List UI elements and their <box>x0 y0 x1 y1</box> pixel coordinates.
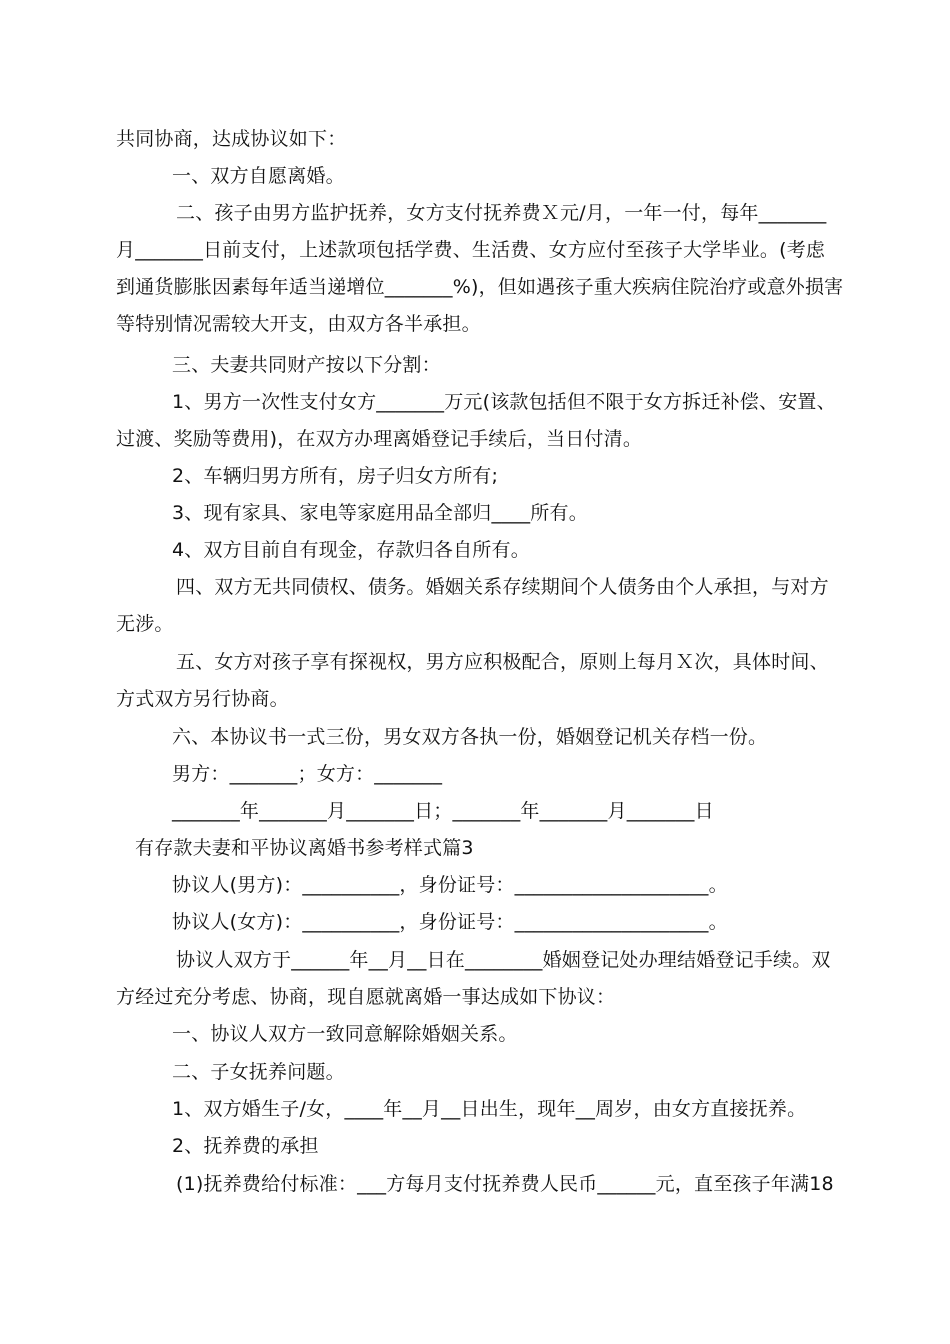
paragraph-line: 六、本协议书一式三份，男女双方各执一份，婚姻登记机关存档一份。 <box>172 726 768 748</box>
paragraph-line: 二、孩子由男方监护抚养，女方支付抚养费Ｘ元/月，一年一付，每年_______ <box>176 202 827 224</box>
paragraph-line: 协议人(男方)：__________，身份证号：____________________。 <box>172 874 728 896</box>
paragraph-line: 五、女方对孩子享有探视权，男方应积极配合，原则上每月Ｘ次，具体时间、 <box>176 651 829 673</box>
paragraph-line: 四、双方无共同债权、债务。婚姻关系存续期间个人债务由个人承担，与对方 <box>176 576 829 598</box>
paragraph-line: 一、协议人双方一致同意解除婚姻关系。 <box>172 1023 518 1045</box>
section-heading: 有存款夫妻和平协议离婚书参考样式篇3 <box>135 837 474 859</box>
paragraph-line: 2、抚养费的承担 <box>172 1135 319 1157</box>
paragraph-line: 协议人双方于______年__月__日在________婚姻登记处办理结婚登记手续。双 <box>176 949 831 971</box>
paragraph-line: 方经过充分考虑、协商，现自愿就离婚一事达成如下协议： <box>116 986 616 1008</box>
paragraph-line: 1、男方一次性支付女方_______万元(该款包括但不限于女方拆迁补偿、安置、 <box>172 391 836 413</box>
paragraph-line: 1、双方婚生子/女，____年__月__日出生，现年__周岁，由女方直接抚养。 <box>172 1098 807 1120</box>
paragraph-line: 3、现有家具、家电等家庭用品全部归____所有。 <box>172 502 588 524</box>
paragraph-line: 4、双方目前自有现金，存款归各自所有。 <box>172 539 530 561</box>
paragraph-line: 到通货膨胀因素每年适当递增位_______%)，但如遇孩子重大疾病住院治疗或意外损害 <box>116 276 844 298</box>
paragraph-line: 共同协商，达成协议如下： <box>116 128 347 150</box>
date-line: _______年_______月_______日；_______年_______月_______日 <box>172 800 714 822</box>
signature-line: 男方：_______；女方：_______ <box>172 763 443 785</box>
paragraph-line: 过渡、奖励等费用)，在双方办理离婚登记手续后，当日付清。 <box>116 428 643 450</box>
paragraph-line: (1)抚养费给付标准：___方每月支付抚养费人民币______元，直至孩子年满18 <box>176 1173 834 1195</box>
paragraph-line: 三、夫妻共同财产按以下分割： <box>172 354 441 376</box>
paragraph-line: 无涉。 <box>116 613 174 635</box>
paragraph-line: 等特别情况需较大开支，由双方各半承担。 <box>116 313 481 335</box>
paragraph-line: 2、车辆归男方所有，房子归女方所有; <box>172 465 499 487</box>
paragraph-line: 协议人(女方)：__________，身份证号：____________________。 <box>172 911 728 933</box>
paragraph-line: 二、子女抚养问题。 <box>172 1061 345 1083</box>
paragraph-line: 方式双方另行协商。 <box>116 688 289 710</box>
paragraph-line: 月_______日前支付，上述款项包括学费、生活费、女方应付至孩子大学毕业。(考虑 <box>116 239 826 261</box>
paragraph-line: 一、双方自愿离婚。 <box>172 165 345 187</box>
